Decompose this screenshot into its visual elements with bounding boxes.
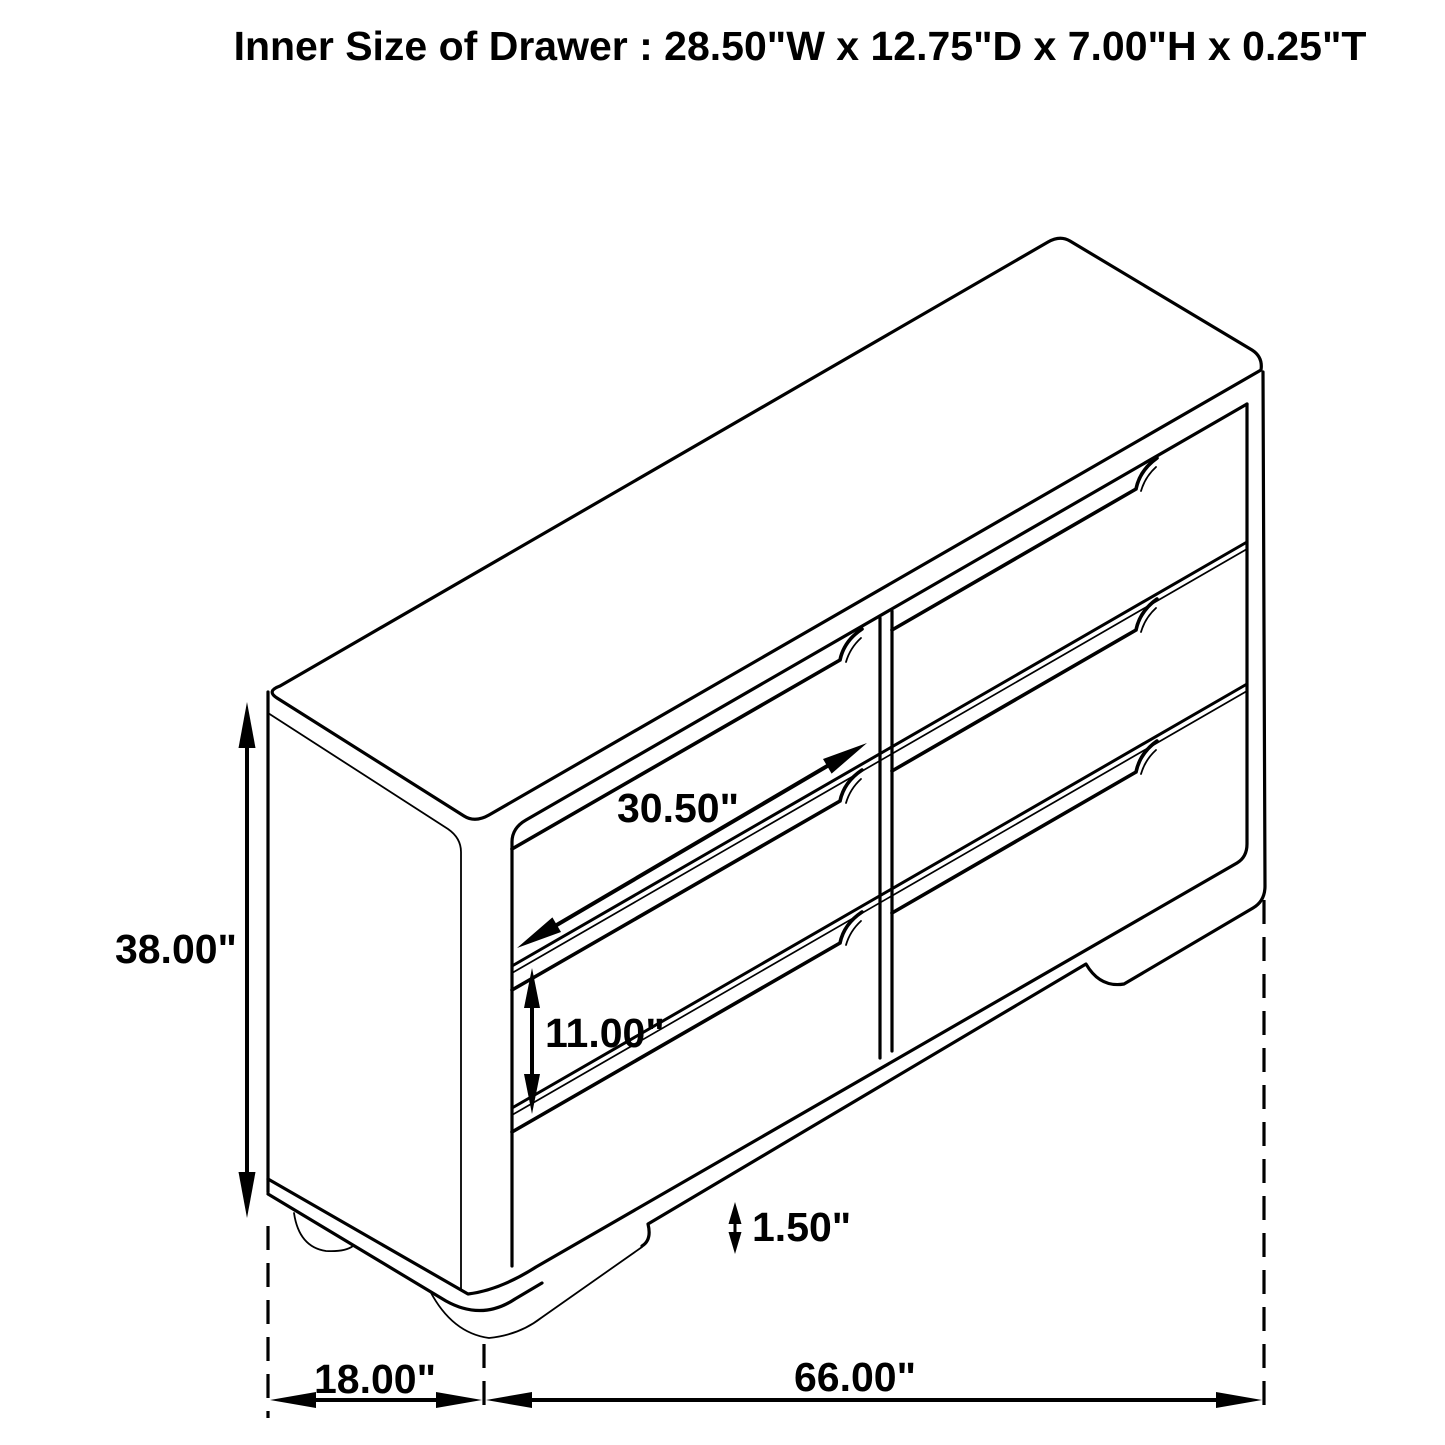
dresser-top-face <box>272 238 1261 819</box>
dimension-overall-height <box>115 702 256 1218</box>
arrow-right-icon <box>436 1392 482 1408</box>
arrow-up-icon <box>729 1202 742 1224</box>
dimension-drawer-height <box>524 968 665 1114</box>
arrow-right-icon <box>1216 1392 1262 1408</box>
dimension-label-drawer-height: 11.00" <box>545 1010 665 1056</box>
top-edge-band-left <box>268 713 461 1290</box>
arrow-left-icon <box>486 1392 532 1408</box>
dimension-label-clearance: 1.50" <box>752 1204 852 1250</box>
dresser-drawing <box>268 238 1265 1338</box>
rear-left-foot <box>294 1213 353 1251</box>
dimension-label-width: 66.00" <box>793 1354 917 1400</box>
dimension-overall-depth <box>270 1356 482 1408</box>
arrow-down-icon <box>729 1232 742 1254</box>
arrow-up-icon <box>239 702 256 748</box>
dimension-label-depth: 18.00" <box>313 1356 437 1402</box>
arrow-down-icon <box>239 1172 256 1218</box>
dimension-drawer-width <box>517 743 867 948</box>
arrow-downleft-icon <box>517 917 561 948</box>
diagram-title: Inner Size of Drawer : 28.50"W x 12.75"D x 7.00"H x 0.25"T <box>233 23 1367 69</box>
dimension-overall-width <box>486 1354 1262 1408</box>
arrow-left-icon <box>270 1392 316 1408</box>
left-base-trim <box>268 1194 542 1311</box>
dimension-label-height: 38.00" <box>114 926 237 972</box>
dimension-floor-clearance <box>729 1202 852 1254</box>
dimension-label-drawer-width: 30.50" <box>616 785 740 831</box>
